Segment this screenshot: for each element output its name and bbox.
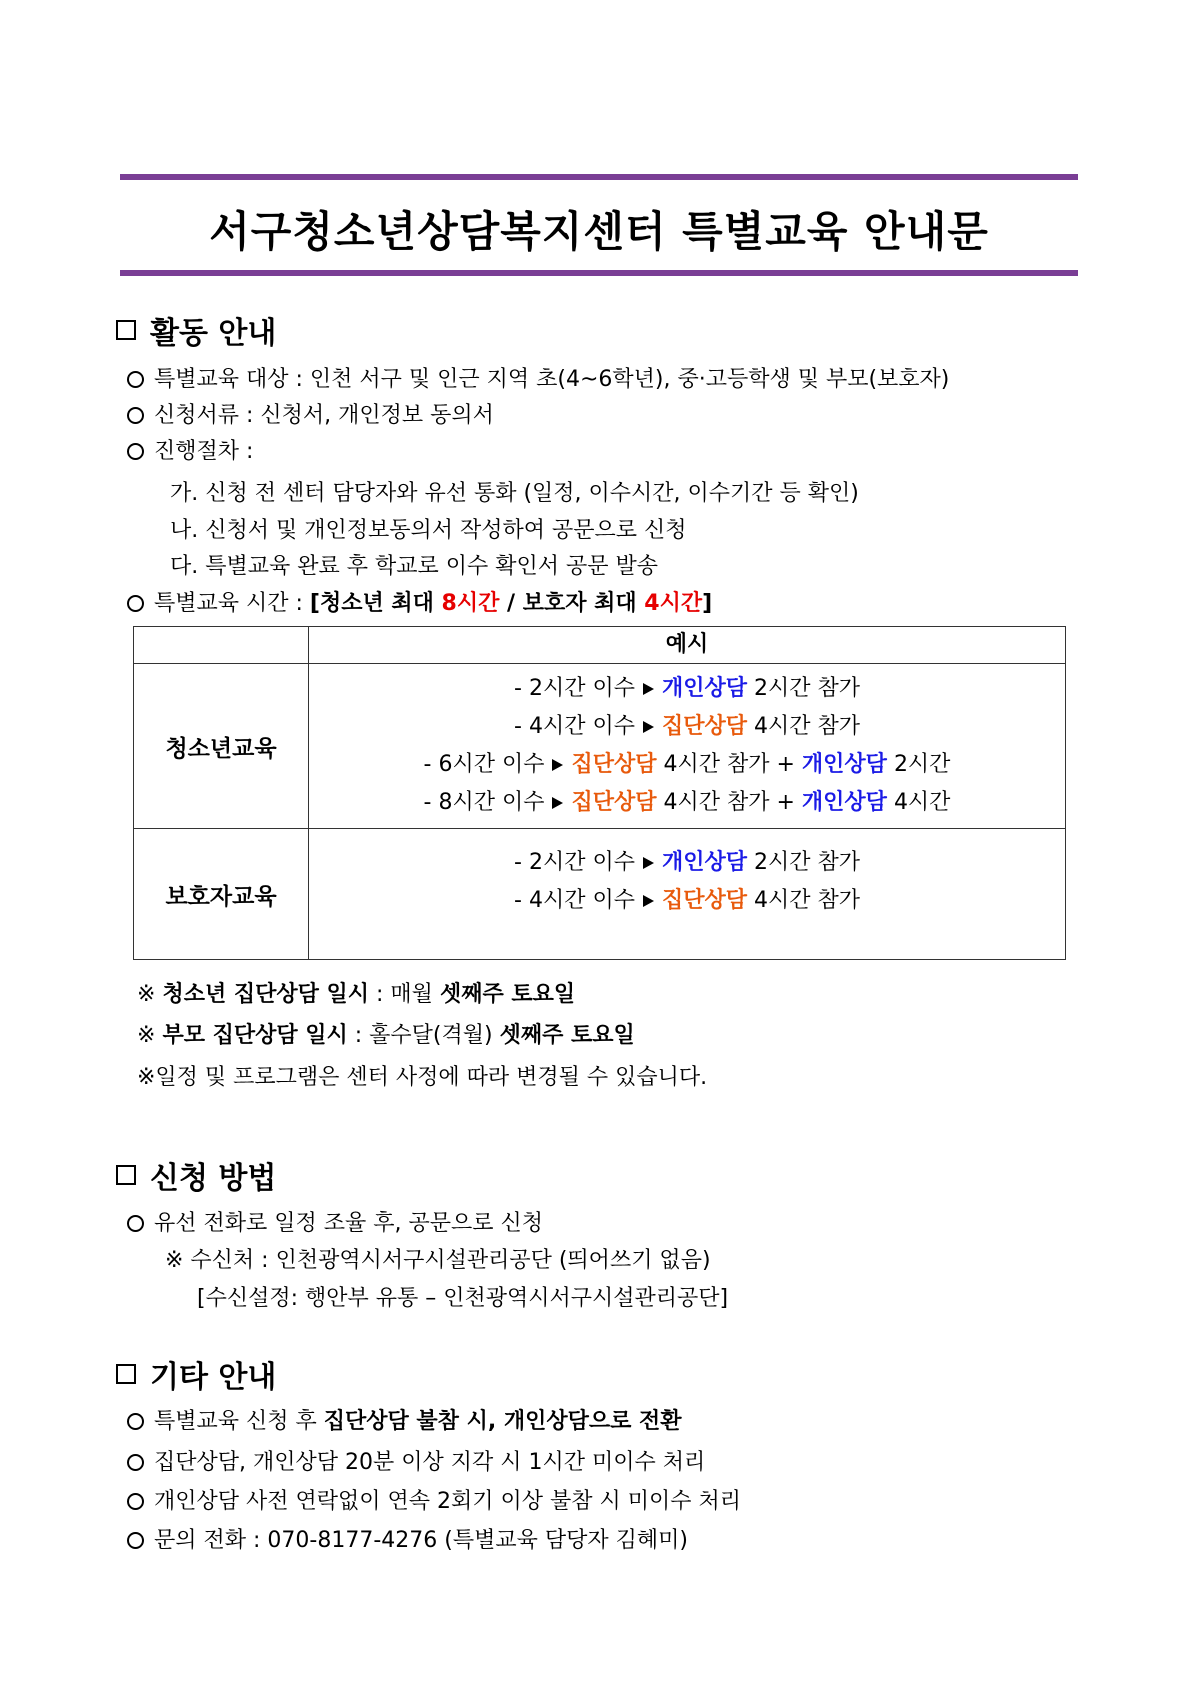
list-item (309, 746, 1065, 784)
circle-bullet-icon (127, 1493, 144, 1510)
circle-bullet-icon (127, 443, 144, 460)
etc-text: 개인상담 사전 연락없이 연속 2회기 이상 불참 시 미이수 처리 (154, 1489, 741, 1514)
group-counsel: 집단상담 (571, 752, 657, 777)
individual-counsel: 개인상담 (801, 790, 887, 815)
list-item (309, 784, 1065, 822)
section-title: 신청 방법 (150, 1161, 277, 1196)
documents-text: 신청서류 : 신청서, 개인정보 동의서 (154, 403, 494, 428)
parent-rows (309, 840, 1065, 948)
checkbox-square-icon (116, 1364, 136, 1384)
parent-group-note (137, 1018, 635, 1049)
participation: 4시간 참가 (753, 714, 860, 739)
youth-group-note (137, 977, 575, 1008)
etc-line (127, 1484, 741, 1515)
plus: + (769, 790, 802, 815)
circle-bullet-icon (127, 1413, 144, 1430)
parent-label: 보호자교육 (134, 829, 309, 960)
recipient-line: ※ 수신처 : 인천광역시서구시설관리공단 (띄어쓰기 없음) (165, 1248, 711, 1273)
arrow-right-icon (552, 797, 563, 809)
hours: 2시간 이수 (528, 676, 635, 701)
target-line (127, 362, 949, 393)
dash: - (514, 714, 529, 739)
apply-text: 유선 전화로 일정 조율 후, 공문으로 신청 (154, 1211, 543, 1236)
procedure-line (127, 434, 253, 465)
individual-counsel: 개인상담 (661, 676, 747, 701)
note-value: 셋째주 토요일 (499, 1023, 635, 1048)
extra-hours: 2시간 (893, 752, 951, 777)
checkbox-square-icon (116, 320, 136, 340)
table-header: 예시 (309, 627, 1066, 664)
note-sep: : 홀수달(격월) (347, 1023, 500, 1048)
note-mark: ※ (137, 1023, 156, 1048)
note-mark: ※ (137, 982, 156, 1007)
etc-line (127, 1404, 682, 1435)
individual-counsel: 개인상담 (661, 850, 747, 875)
youth-max-hours: 8시간 (441, 591, 500, 616)
dash: - (423, 790, 439, 815)
hours-label: 특별교육 시간 : (154, 591, 310, 616)
section-title: 기타 안내 (150, 1360, 277, 1395)
list-item (309, 708, 1065, 746)
top-rule (120, 174, 1078, 180)
plus: + (769, 752, 802, 777)
list-item (309, 882, 1065, 920)
arrow-right-icon (643, 895, 654, 907)
arrow-right-icon (552, 759, 563, 771)
procedure-step: 가. 신청 전 센터 담당자와 유선 통화 (일정, 이수시간, 이수기간 등 확인) (170, 481, 859, 506)
section-title: 활동 안내 (150, 316, 277, 351)
hours-text: [청소년 최대 (309, 591, 442, 616)
section-apply-heading (116, 1153, 276, 1197)
hours: 4시간 이수 (528, 714, 635, 739)
dash: - (423, 752, 439, 777)
checkbox-square-icon (116, 1165, 136, 1185)
change-note: ※일정 및 프로그램은 센터 사정에 따라 변경될 수 있습니다. (137, 1065, 708, 1090)
note-label: 부모 집단상담 일시 (162, 1023, 348, 1048)
arrow-right-icon (643, 721, 654, 733)
parent-max-hours: 4시간 (644, 591, 703, 616)
apply-line (127, 1206, 543, 1237)
individual-counsel: 개인상담 (801, 752, 887, 777)
circle-bullet-icon (127, 1215, 144, 1232)
dash: - (514, 888, 529, 913)
hours-text: ] (702, 591, 713, 616)
etc-bold: 집단상담 불참 시, 개인상담으로 전환 (323, 1409, 682, 1434)
etc-line (127, 1523, 688, 1554)
youth-label: 청소년교육 (134, 664, 309, 829)
circle-bullet-icon (127, 1454, 144, 1471)
dash: - (514, 676, 529, 701)
arrow-right-icon (643, 857, 654, 869)
table-header-row (134, 627, 1066, 664)
arrow-right-icon (643, 683, 654, 695)
circle-bullet-icon (127, 407, 144, 424)
contact-text: 문의 전화 : 070-8177-4276 (특별교육 담당자 김혜미) (154, 1528, 688, 1553)
table-row (134, 829, 1066, 960)
note-value: 셋째주 토요일 (439, 982, 576, 1007)
group-counsel: 집단상담 (661, 888, 747, 913)
page-title: 서구청소년상담복지센터 특별교육 안내문 (209, 207, 989, 256)
hours: 2시간 이수 (528, 850, 635, 875)
bottom-rule (120, 270, 1078, 276)
participation: 4시간 참가 (663, 752, 770, 777)
procedure-step: 다. 특별교육 완료 후 학교로 이수 확인서 공문 발송 (170, 554, 658, 579)
parent-cell (309, 829, 1066, 960)
circle-bullet-icon (127, 595, 144, 612)
list-item (309, 670, 1065, 708)
section-etc-heading (116, 1352, 276, 1396)
group-counsel: 집단상담 (571, 790, 657, 815)
dash: - (514, 850, 529, 875)
etc-text: 특별교육 신청 후 (154, 1409, 324, 1434)
circle-bullet-icon (127, 1532, 144, 1549)
group-counsel: 집단상담 (661, 714, 747, 739)
extra-hours: 4시간 (893, 790, 951, 815)
participation: 4시간 참가 (663, 790, 770, 815)
note-label: 청소년 집단상담 일시 (162, 982, 370, 1007)
section-activity-heading (116, 308, 276, 352)
hours-text: / 보호자 최대 (499, 591, 645, 616)
participation: 2시간 참가 (753, 676, 860, 701)
youth-cell (309, 664, 1066, 829)
participation: 4시간 참가 (753, 888, 860, 913)
example-table (133, 626, 1066, 960)
hours-line (127, 586, 712, 617)
hours: 6시간 이수 (438, 752, 545, 777)
procedure-label: 진행절차 : (154, 439, 254, 464)
note-sep: : 매월 (369, 982, 440, 1007)
hours: 4시간 이수 (528, 888, 635, 913)
setting-line: [수신설정: 행안부 유통 – 인천광역시서구시설관리공단] (197, 1286, 729, 1311)
participation: 2시간 참가 (753, 850, 860, 875)
table-header-empty (134, 627, 309, 664)
etc-text: 집단상담, 개인상담 20분 이상 지각 시 1시간 미이수 처리 (154, 1450, 706, 1475)
etc-line (127, 1445, 705, 1476)
procedure-step: 나. 신청서 및 개인정보동의서 작성하여 공문으로 신청 (170, 518, 687, 543)
list-item (309, 844, 1065, 882)
target-text: 특별교육 대상 : 인천 서구 및 인근 지역 초(4~6학년), 중·고등학생 및 부모(보호자) (154, 367, 950, 392)
documents-line (127, 398, 494, 429)
youth-rows (309, 666, 1065, 826)
hours: 8시간 이수 (438, 790, 545, 815)
circle-bullet-icon (127, 371, 144, 388)
table-row (134, 664, 1066, 829)
